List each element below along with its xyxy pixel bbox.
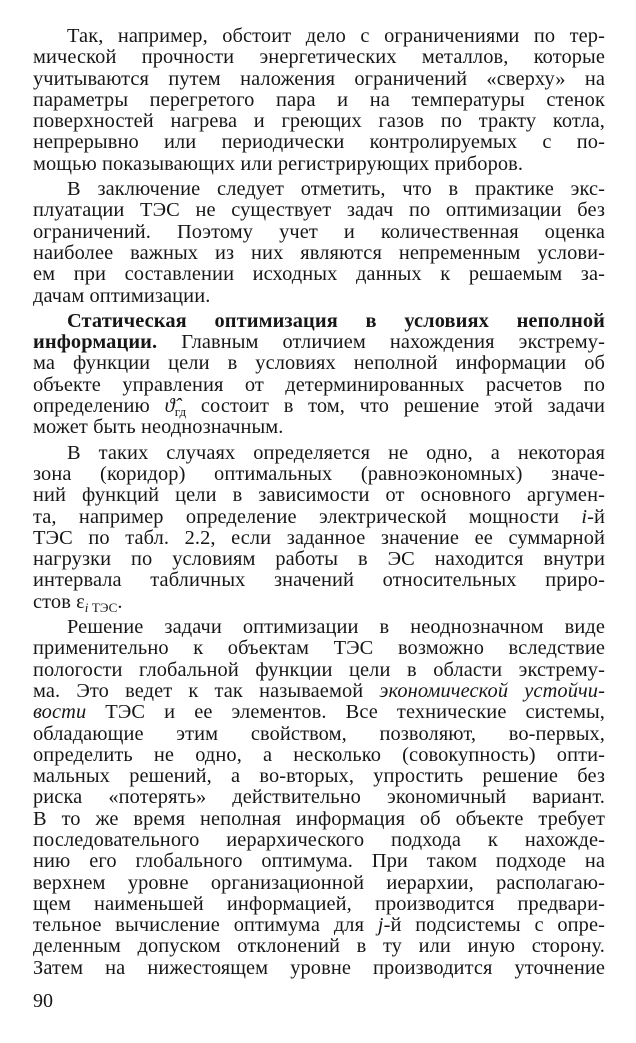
text-line: мальных решений, а во-вторых, упростить решение без: [33, 765, 605, 788]
text-line: верхнем уровне организационной иерархии, располагаю-: [33, 871, 605, 894]
text-line: обладающие этим свойством, позволяют, во-первых,: [33, 722, 605, 745]
text-run: ма. Это ведет к так называемой: [33, 679, 380, 702]
text-line: непрерывно или периодически контролируемых с по-: [33, 131, 605, 154]
math-subscript: гд: [174, 404, 187, 420]
section-heading-continued: информации.: [33, 331, 158, 354]
text-line: [33, 592, 605, 613]
text-line: определить не одно, а несколько (совокупность) опти-: [33, 743, 605, 766]
text-line: нию его глобального оптимума. При таком подходе на: [33, 850, 605, 873]
text-line: ма функции цели в условиях неполной информации об: [33, 352, 605, 375]
page-number: 90: [33, 990, 53, 1012]
text-line: В то же время неполная информация об объекте требует: [33, 807, 605, 830]
math-symbol: ϑ̂: [164, 395, 175, 418]
italic-term: вости: [33, 701, 87, 724]
math-symbol: i: [581, 505, 588, 528]
text-line: мощью показывающих или регистрирующих приборов.: [33, 152, 524, 175]
text-line: нагрузки по условиям работы в ЭС находится внутри: [33, 548, 605, 571]
text-line: интервала табличных значений относительных приро-: [33, 569, 605, 592]
text-line: щем наименьшей информацией, производится предвари-: [33, 892, 605, 915]
math-subscript-text: ТЭС: [88, 599, 118, 615]
paragraph-3: [33, 311, 605, 439]
text-line: параметры перегретого пара и на температуры стенок: [33, 88, 605, 111]
text-run: -й подсистемы с опре-: [383, 914, 605, 937]
text-line: Решение задачи оптимизации в неоднозначном виде: [67, 616, 605, 639]
text-line: ем при составлении исходных данных к решаемым за-: [33, 263, 605, 286]
text-run: -й: [587, 505, 605, 528]
text-line: [33, 395, 605, 420]
paragraph-1: [33, 26, 605, 175]
text-line: Так, например, обстоит дело с ограничениями по тер-: [67, 25, 605, 47]
text-line: [33, 332, 605, 353]
text-line: учитываются путем наложения ограничений «сверху» на: [33, 67, 605, 90]
text-line: ограничений. Поэтому учет и количественная оценка: [33, 220, 605, 243]
text-run: та, например определение электрической мощности: [33, 505, 582, 528]
text-line: может быть неоднозначным.: [33, 416, 284, 439]
text-line: ний функций цели в зависимости от основного аргумен-: [33, 484, 605, 507]
text-line: зона (коридор) оптимальных (равноэкономных) значе-: [33, 462, 605, 485]
text-line: В заключение следует отметить, что в практике экс-: [67, 178, 605, 201]
text-line: [33, 702, 605, 723]
text-run: стов: [33, 590, 77, 613]
text-line: дачам оптимизации.: [33, 284, 211, 307]
text-line: [33, 311, 605, 332]
paragraph-2: [33, 179, 605, 307]
text-run: .: [117, 590, 123, 613]
text-line: [33, 915, 605, 936]
text-line: В таких случаях определяется не одно, а некоторая: [67, 441, 605, 464]
paragraph-5: [33, 617, 605, 979]
text-run: состоит в том, что решение этой задачи: [186, 395, 605, 418]
text-line: объекте управления от детерминированных расчетов по: [33, 373, 605, 396]
text-run: определению: [33, 395, 165, 418]
math-symbol: j: [377, 914, 384, 937]
text-run: Главным отличием нахождения экстрему-: [157, 331, 605, 354]
text-line: поверхностей нагрева и греющих газов по тракту котла,: [33, 110, 605, 133]
italic-term: экономической устойчи-: [379, 679, 605, 702]
text-line: последовательного иерархического подхода к нахожде-: [33, 828, 605, 851]
text-line: пологости глобальной функции цели в области экстрему-: [33, 658, 605, 681]
text-run: тельное вычисление оптимума для: [33, 914, 378, 937]
math-subscript: [85, 600, 118, 615]
text-line: мической прочности энергетических металлов, которые: [33, 46, 605, 69]
page-body: [33, 26, 605, 983]
text-line: применительно к объектам ТЭС возможно вследствие: [33, 637, 605, 660]
text-line: [33, 681, 605, 702]
text-line: наиболее важных из них являются непременным услови-: [33, 241, 605, 264]
text-line: [33, 507, 605, 528]
text-line: деленным допуском отклонений в ту или иную сторону.: [33, 935, 605, 958]
math-symbol: ε: [76, 590, 85, 613]
text-line: Затем на нижестоящем уровне производится уточнение: [33, 956, 605, 979]
text-run: ТЭС и ее элементов. Все технические системы,: [86, 701, 605, 724]
text-line: плуатации ТЭС не существует задач по оптимизации без: [33, 199, 605, 222]
text-line: риска «потерять» действительно экономичный вариант.: [33, 786, 605, 809]
paragraph-4: [33, 443, 605, 613]
math-subscript-index: i: [84, 599, 89, 615]
section-heading: Статическая оптимизация в условиях неполной: [67, 309, 605, 332]
text-line: ТЭС по табл. 2.2, если заданное значение ее суммарной: [33, 526, 605, 549]
